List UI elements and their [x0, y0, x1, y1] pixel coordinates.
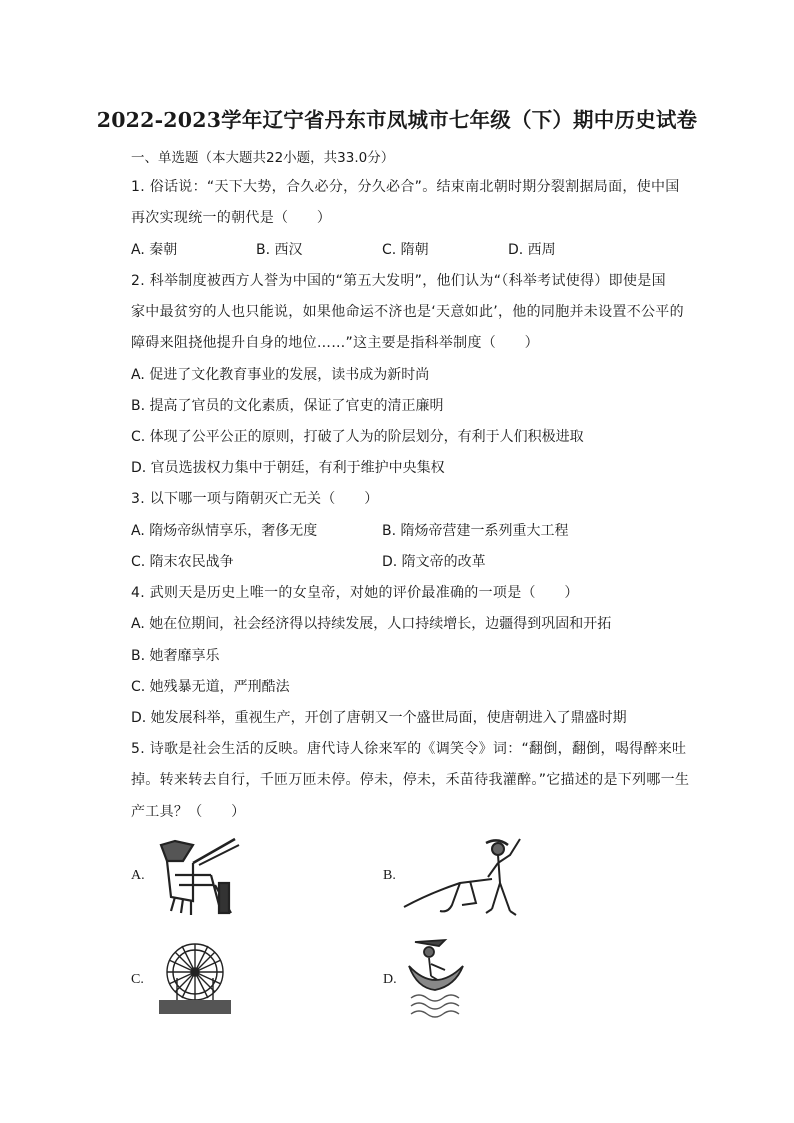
- question-3-line-1: 3. 以下哪一项与隋朝灭亡无关（ ）: [131, 491, 379, 507]
- question-2-option-a: A. 促进了文化教育事业的发展，读书成为新时尚: [131, 367, 430, 383]
- image-option-b-label: B.: [383, 868, 396, 883]
- question-1-option-d: D. 西周: [508, 242, 556, 258]
- farmer-with-plow-image: [400, 833, 532, 919]
- image-option-c-label: C.: [131, 972, 144, 987]
- question-5-line-3: 产工具？（ ）: [131, 804, 246, 820]
- question-3-option-a: A. 隋炀帝纵情享乐，奢侈无度: [131, 523, 318, 539]
- question-3-option-b: B. 隋炀帝营建一系列重大工程: [382, 523, 569, 539]
- figure-in-boat-image: [405, 936, 467, 1022]
- question-1-line-1: 1. 俗话说：“天下大势，合久必分，分久必合”。结束南北朝时期分裂割据局面，使中国: [131, 179, 680, 195]
- question-3-option-d: D. 隋文帝的改革: [382, 554, 486, 570]
- water-wheel-image: [155, 938, 235, 1018]
- question-2-line-2: 家中最贫穷的人也只能说，如果他命运不济也是‘天意如此’，他的同胞并未设置不公平的: [131, 304, 684, 320]
- image-option-a-label: A.: [131, 868, 145, 883]
- question-1-line-2: 再次实现统一的朝代是（ ）: [131, 210, 332, 226]
- question-4-option-c: C. 她残暴无道，严刑酷法: [131, 679, 290, 695]
- question-5-line-1: 5. 诗歌是社会生活的反映。唐代诗人徐来军的《调笑令》词：“翻倒，翻倒，喝得醉来吐: [131, 741, 687, 757]
- question-3-option-c: C. 隋末农民战争: [131, 554, 234, 570]
- question-4-line-1: 4. 武则天是历史上唯一的女皇帝，对她的评价最准确的一项是（ ）: [131, 585, 579, 601]
- question-2-option-b: B. 提高了官员的文化素质，保证了官吏的清正廉明: [131, 398, 444, 414]
- question-2-option-d: D. 官员选拔权力集中于朝廷，有利于维护中央集权: [131, 460, 445, 476]
- question-2-line-1: 2. 科举制度被西方人誉为中国的“第五大发明”，他们认为“（科举考试使得）即使是国: [131, 273, 666, 289]
- question-4-option-d: D. 她发展科举，重视生产，开创了唐朝又一个盛世局面，使唐朝进入了鼎盛时期: [131, 710, 627, 726]
- question-1-option-a: A. 秦朝: [131, 242, 178, 258]
- page-title: 2022-2023学年辽宁省丹东市凤城市七年级（下）期中历史试卷: [96, 108, 698, 132]
- image-option-d-label: D.: [383, 972, 397, 987]
- question-1-option-c: C. 隋朝: [382, 242, 429, 258]
- question-5-line-2: 掉。转来转去自行，千匝万匝未停。停未，停未，禾苗待我灌醉。”它描述的是下列哪一生: [131, 772, 690, 788]
- question-2-line-3: 障碍来阻挠他提升自身的地位……”这主要是指科举制度（ ）: [131, 335, 539, 351]
- question-1-option-b: B. 西汉: [256, 242, 303, 258]
- curved-plow-machine-image: [153, 835, 243, 920]
- question-4-option-b: B. 她奢靡享乐: [131, 648, 220, 664]
- section-heading: 一、单选题（本大题共22小题，共33.0分）: [131, 150, 395, 166]
- question-4-option-a: A. 她在位期间，社会经济得以持续发展，人口持续增长，边疆得到巩固和开拓: [131, 616, 612, 632]
- question-2-option-c: C. 体现了公平公正的原则，打破了人为的阶层划分，有利于人们积极进取: [131, 429, 584, 445]
